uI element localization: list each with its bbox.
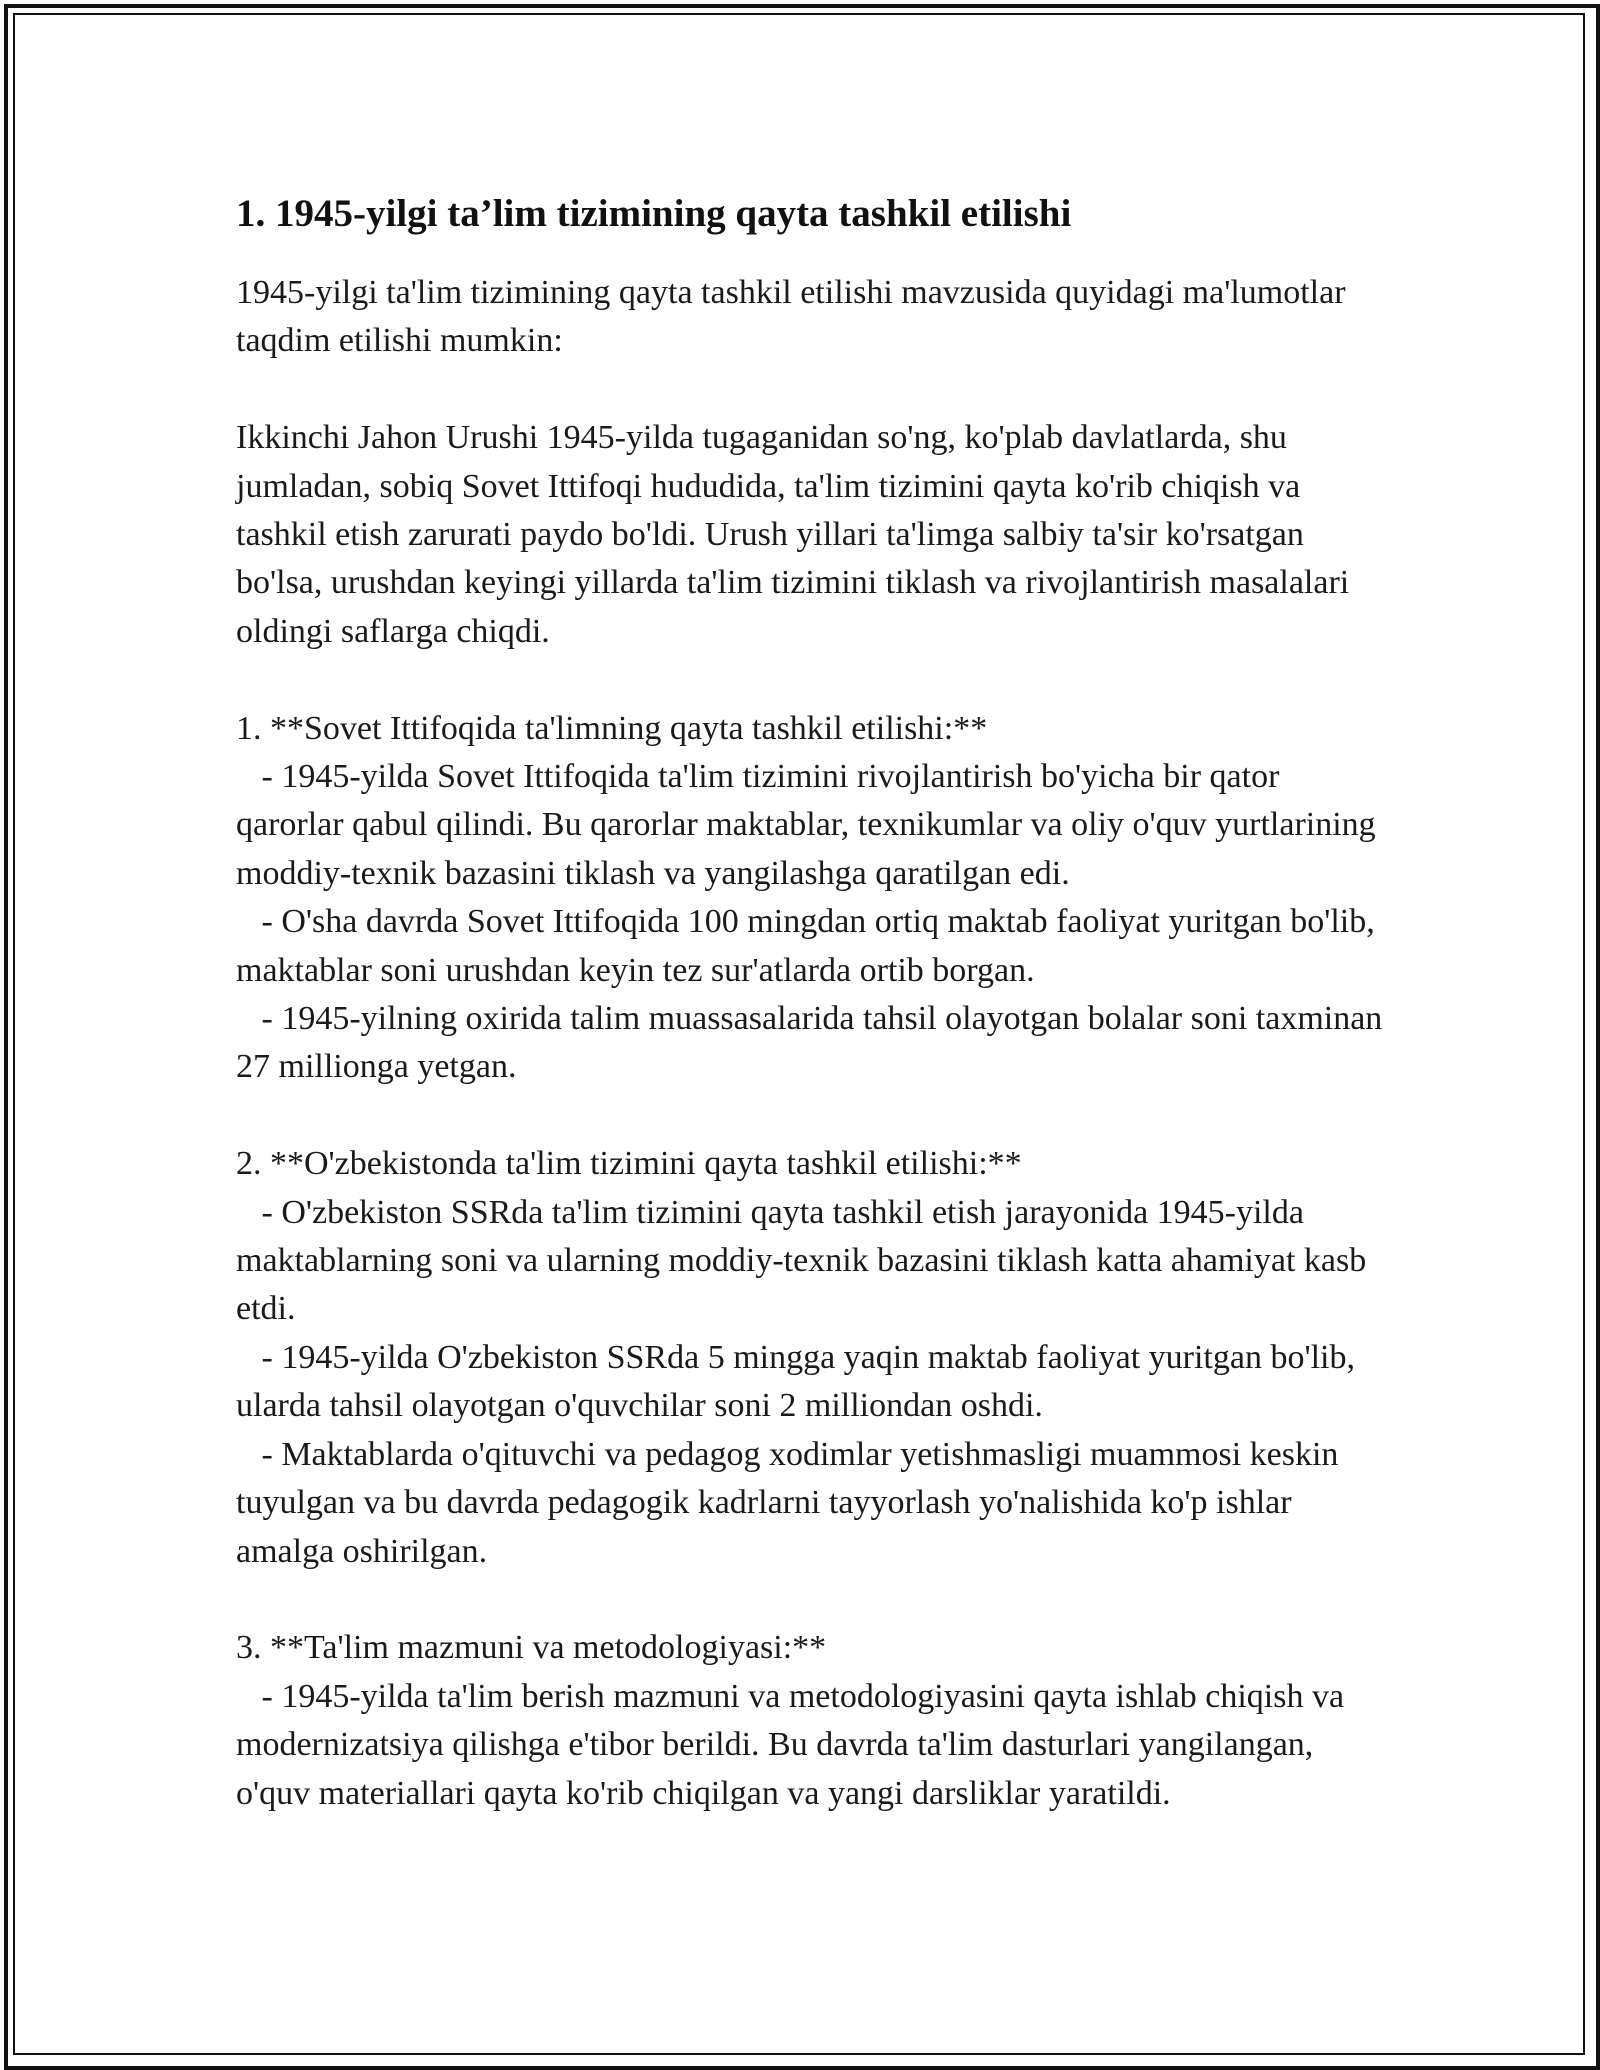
section-title: 2. **O'zbekistonda ta'lim tizimini qayta tashkil etilishi:**	[236, 1145, 1022, 1183]
paragraph-spacer	[236, 1092, 1386, 1140]
page-title: 1. 1945-yilgi ta’lim tizimining qayta tashkil etilishi	[236, 192, 1072, 235]
list-item: - 1945-yilda ta'lim berish mazmuni va metodologiyasini qayta ishlab chiqish va modernizatsiya qilishga e'tibor berildi. Bu davrda ta'lim dasturlari yangilangan, o'quv materiallari qayta ko'rib chiqilgan va yangi darsliklar yaratildi.	[236, 1677, 1353, 1812]
context-paragraph: Ikkinchi Jahon Urushi 1945-yilda tugaganidan so'ng, ko'plab davlatlarda, shu jumladan, sobiq Sovet Ittifoqi hududida, ta'lim tizimini qayta ko'rib chiqish va tashkil etish zarurati paydo bo'ldi. Urush yillari ta'limga salbiy ta'sir ko'rsatgan bo'lsa, urushdan keyingi yillarda ta'lim tizimini tiklash va rivojlantirish masalalari oldingi saflarga chiqdi.	[236, 419, 1358, 650]
list-item: - 1945-yilning oxirida talim muassasalarida tahsil olayotgan bolalar soni taxminan 27 millionga yetgan.	[236, 1000, 1391, 1086]
paragraph-spacer	[236, 366, 1386, 414]
section-uzbekistan	[236, 1140, 1386, 1576]
list-item: - 1945-yilda Sovet Ittifoqida ta'lim tizimini rivojlantirish bo'yicha bir qator qarorlar qabul qilindi. Bu qarorlar maktablar, texnikumlar va oliy o'quv yurtlarining moddiy-texnik bazasini tiklash va yangilashga qaratilgan edi.	[236, 758, 1385, 892]
paragraph-spacer	[236, 656, 1386, 704]
section-title: 3. **Ta'lim mazmuni va metodologiyasi:**	[236, 1629, 827, 1667]
document-body	[236, 188, 1391, 1818]
list-item: - O'sha davrda Sovet Ittifoqida 100 mingdan ortiq maktab faoliyat yuritgan bo'lib, maktablar soni urushdan keyin tez sur'atlarda ortib borgan.	[236, 903, 1384, 989]
intro-paragraph: 1945-yilgi ta'lim tizimining qayta tashkil etilishi mavzusida quyidagi ma'lumotlar taqdim etilishi mumkin:	[236, 274, 1355, 360]
section-title: 1. **Sovet Ittifoqida ta'limning qayta tashkil etilishi:**	[236, 709, 988, 747]
list-item: - 1945-yilda O'zbekiston SSRda 5 mingga yaqin maktab faoliyat yuritgan bo'lib, ularda tahsil olayotgan o'quvchilar soni 2 milliondan oshdi.	[236, 1338, 1364, 1425]
paragraph-spacer	[236, 1576, 1386, 1624]
list-item: - Maktablarda o'qituvchi va pedagog xodimlar yetishmasligi muammosi keskin tuyulgan va bu davrda pedagogik kadrlarni tayyorlash yo'nalishida ko'p ishlar amalga oshirilgan.	[236, 1435, 1347, 1570]
list-item: - O'zbekiston SSRda ta'lim tizimini qayta tashkil etish jarayonida 1945-yilda maktablarning soni va ularning moddiy-texnik bazasini tiklash katta ahamiyat kasb etdi.	[236, 1193, 1375, 1328]
section-methodology	[236, 1624, 1386, 1818]
section-soviet-union	[236, 705, 1391, 1092]
